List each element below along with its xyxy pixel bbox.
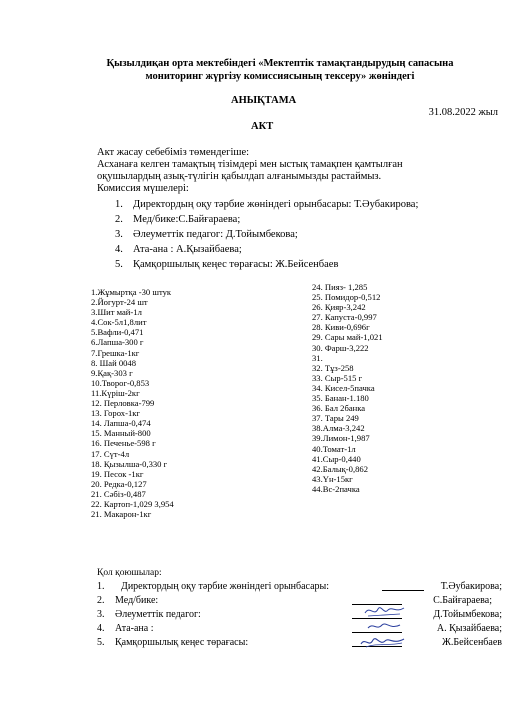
list-item: 6.Лапша-300 г <box>91 337 144 348</box>
list-item: 5.Вафли-0,471 <box>91 327 144 338</box>
signature-number: 3. <box>97 609 105 620</box>
list-item: 17. Сүт-4л <box>91 448 130 459</box>
signature-name: Т.Әубакирова; <box>440 581 502 592</box>
signature-role: Қамқоршылық кеңес төрағасы: <box>115 637 249 648</box>
list-item: 27. Капуста-0,997 <box>312 312 377 323</box>
document-title: АНЫҚТАМА <box>231 95 297 106</box>
list-item: 44.Вс-2пачка <box>312 483 360 494</box>
signature-row <box>97 636 502 649</box>
signature-role: Ата-ана : <box>115 623 154 634</box>
list-item: 26. Қияр-3,242 <box>312 302 366 313</box>
list-item: 2.Йогурт-24 шт <box>91 297 148 308</box>
list-item: 13. Горох-1кг <box>91 408 140 419</box>
list-item: 4.Сок-5л1,8лит <box>91 317 147 328</box>
list-item: 30. Фарш-3,222 <box>312 342 369 353</box>
signature-role: Әлеуметтік педагог: <box>115 609 201 620</box>
list-item: 39.Лимон-1,987 <box>312 433 370 444</box>
products-list-left <box>91 287 174 519</box>
intro-line-3: оқушылардың азық-түлігін қабылдап алғанымызды растаймыз. <box>97 171 382 182</box>
signature-role: Мед/бике: <box>115 595 159 606</box>
list-item: 19. Песок -1кг <box>91 468 144 479</box>
list-item: 24. Пияз- 1,285 <box>312 282 368 292</box>
list-item: 43.Үн-15кг <box>312 473 353 484</box>
list-item: 18. Қызылша-0,330 г <box>91 458 168 469</box>
list-item: 33. Сыр-515 г <box>312 372 363 383</box>
signature-row <box>97 608 502 621</box>
list-item: 14. Лапша-0,474 <box>91 418 151 429</box>
signature-number: 1. <box>97 581 105 592</box>
list-item: 16. Печенье-598 г <box>91 438 156 449</box>
list-item: 15. Манный-800 <box>91 428 151 439</box>
list-item: 20. Редка-0,127 <box>91 478 147 489</box>
handwritten-signature <box>364 619 404 633</box>
signature-name: Д.Тойымбекова; <box>433 609 502 620</box>
list-item: 21. Макарон-1кг <box>91 509 152 520</box>
list-item: 7.Грешка-1кг <box>91 347 140 358</box>
member-item: Қамқоршылық кеңес төрағасы: Ж.Бейсенбаев <box>133 259 339 270</box>
member-number: 3. <box>115 229 123 240</box>
list-item: 9.Қақ-303 г <box>91 367 133 378</box>
list-item: 3.Шит май-1л <box>91 307 142 318</box>
member-item: Әлеуметтік педагог: Д.Тойымбекова; <box>133 229 298 240</box>
intro-line-1: Акт жасау себебіміз төмендегіше: <box>97 147 250 158</box>
member-number: 5. <box>115 259 123 270</box>
signature-number: 5. <box>97 637 105 648</box>
list-item: 8. Шай 0048 <box>91 357 137 368</box>
signature-role: Директордың оқу тәрбие жөніндегі орынбасары: <box>121 581 330 592</box>
list-item: 34. Кисел-5пачка <box>312 382 375 393</box>
list-item: 41.Сыр-0,440 <box>312 453 361 464</box>
signature-line <box>382 590 424 591</box>
handwritten-signature <box>362 603 408 619</box>
list-item: 12. Перловка-799 <box>91 398 155 409</box>
list-item: 38.Алма-3,242 <box>312 423 365 434</box>
list-item: 25. Помидор-0,512 <box>312 292 381 303</box>
list-item: 28. Киви-0,696г <box>312 322 370 333</box>
list-item: 29. Сары май-1,021 <box>312 332 383 343</box>
intro-line-2: Асханаға келген тамақтың тізімдері мен ыстық тамақпен қамтылған <box>97 159 403 170</box>
list-item: 42.Балық-0,862 <box>312 463 369 474</box>
header-line-2: мониторинг жүргізу комиссиясының тексеру» жөніндегі <box>145 71 415 82</box>
list-item: 22. Картоп-1,029 3,954 <box>91 498 174 509</box>
list-item: 31. <box>312 352 323 363</box>
list-item: 1.Жұмыртқа -30 штук <box>91 287 172 297</box>
list-item: 11.Күріш-2кг <box>91 387 140 398</box>
document-date: 31.08.2022 жыл <box>428 107 498 118</box>
signature-name: А. Қызайбаева; <box>436 623 502 634</box>
member-number: 4. <box>115 244 123 255</box>
member-number: 2. <box>115 214 123 225</box>
list-item: 37. Тары 249 <box>312 413 359 424</box>
document-subtitle: АКТ <box>251 121 274 132</box>
products-list-right <box>312 282 383 494</box>
signature-row <box>97 594 502 607</box>
list-item: 35. Банан-1.180 <box>312 393 369 404</box>
signature-row <box>97 622 502 635</box>
member-number: 1. <box>115 199 123 210</box>
signature-row <box>97 580 502 593</box>
signature-number: 4. <box>97 623 105 634</box>
signature-name: Ж.Бейсенбаев <box>441 637 502 648</box>
list-item: 40.Томат-1л <box>312 443 356 454</box>
member-item: Мед/бике:С.Байғараева; <box>133 214 241 225</box>
header-line-1: Қызылдиқан орта мектебіндегі «Мектептік тамақтандырудың сапасына <box>106 58 454 69</box>
list-item: 36. Бал 2банка <box>312 403 366 414</box>
handwritten-signature <box>358 633 408 651</box>
signature-name: С.Байғараева; <box>433 595 492 606</box>
intro-line-4: Комиссия мүшелері: <box>97 183 189 194</box>
member-item: Директордың оқу тәрбие жөніндегі орынбасары: Т.Әубакирова; <box>133 199 419 210</box>
list-item: 10.Творог-0,853 <box>91 377 150 388</box>
signature-number: 2. <box>97 595 105 606</box>
list-item: 21. Сәбіз-0,487 <box>91 488 146 499</box>
list-item: 32. Тұз-258 <box>312 362 354 373</box>
member-item: Ата-ана : А.Қызайбаева; <box>133 244 242 255</box>
signatures-heading: Қол қоюшылар: <box>97 568 162 578</box>
